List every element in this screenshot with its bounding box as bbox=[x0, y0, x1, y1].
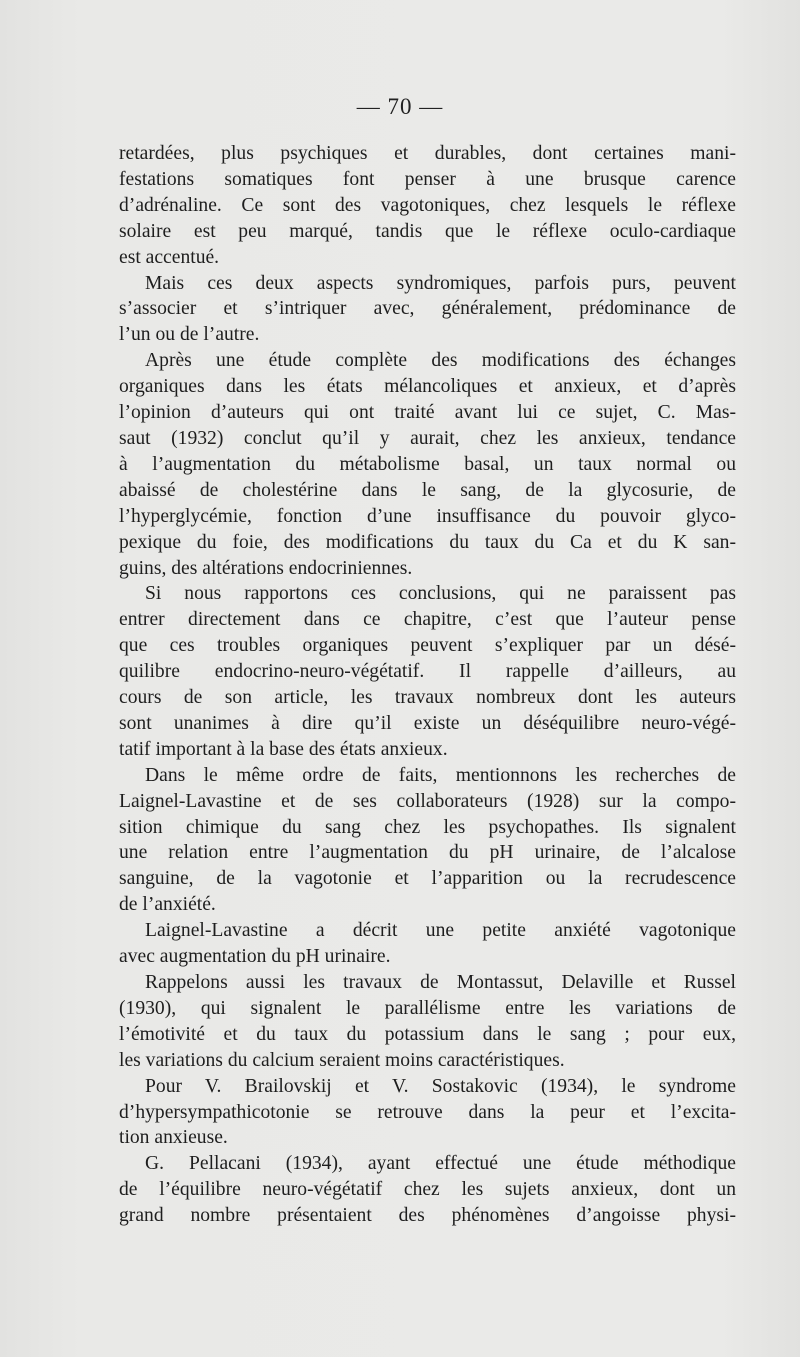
text-line: entrer directement dans ce chapitre, c’est que l’auteur pense bbox=[119, 609, 736, 631]
text-line: avec augmentation du pH urinaire. bbox=[119, 946, 391, 968]
text-line: organiques dans les états mélancoliques et anxieux, et d’après bbox=[119, 376, 736, 398]
paragraph bbox=[119, 918, 736, 970]
text-line: une relation entre l’augmentation du pH urinaire, de l’alcalose bbox=[119, 842, 736, 864]
text-line: abaissé de cholestérine dans le sang, de la glycosurie, de bbox=[119, 479, 736, 501]
text-line: sanguine, de la vagotonie et l’apparition ou la recrudescence bbox=[119, 868, 736, 890]
text-line: festations somatiques font penser à une brusque carence bbox=[119, 168, 736, 190]
paragraph bbox=[119, 1151, 736, 1229]
text-line: quilibre endocrino-neuro-végétatif. Il rappelle d’ailleurs, au bbox=[119, 661, 736, 683]
text-line: l’opinion d’auteurs qui ont traité avant lui ce sujet, C. Mas- bbox=[119, 402, 736, 424]
text-line: Mais ces deux aspects syndromiques, parfois purs, peuvent bbox=[145, 272, 736, 294]
paragraph bbox=[119, 1074, 736, 1152]
text-line: retardées, plus psychiques et durables, dont certaines mani- bbox=[119, 143, 736, 164]
text-line: Après une étude complète des modifications des échanges bbox=[145, 350, 736, 372]
text-line: de l’anxiété. bbox=[119, 894, 216, 916]
paragraph bbox=[119, 271, 736, 349]
text-line: s’associer et s’intriquer avec, généralement, prédominance de bbox=[119, 298, 736, 320]
text-line: Pour V. Brailovskij et V. Sostakovic (1934), le syndrome bbox=[145, 1075, 736, 1097]
text-line: d’hypersympathicotonie se retrouve dans la peur et l’excita- bbox=[119, 1101, 736, 1123]
text-line: Laignel-Lavastine a décrit une petite anxiété vagotonique bbox=[145, 920, 736, 942]
text-line: pexique du foie, des modifications du taux du Ca et du K san- bbox=[119, 531, 736, 553]
text-line: sition chimique du sang chez les psychopathes. Ils signalent bbox=[119, 816, 736, 838]
text-line: solaire est peu marqué, tandis que le réflexe oculo-cardiaque bbox=[119, 220, 736, 242]
text-line: les variations du calcium seraient moins caractéristiques. bbox=[119, 1049, 565, 1071]
text-line: tatif important à la base des états anxieux. bbox=[119, 738, 448, 760]
text-line: saut (1932) conclut qu’il y aurait, chez les anxieux, tendance bbox=[119, 427, 736, 449]
text-line: cours de son article, les travaux nombreux dont les auteurs bbox=[119, 687, 736, 709]
text-line: l’hyperglycémie, fonction d’une insuffisance du pouvoir glyco- bbox=[119, 505, 736, 527]
text-line: G. Pellacani (1934), ayant effectué une étude méthodique bbox=[145, 1153, 736, 1175]
text-line: Si nous rapportons ces conclusions, qui ne paraissent pas bbox=[145, 583, 736, 605]
page-number: — 70 — bbox=[356, 94, 444, 119]
paragraph bbox=[119, 763, 736, 918]
text-line: guins, des altérations endocriniennes. bbox=[119, 557, 413, 579]
text-line: d’adrénaline. Ce sont des vagotoniques, chez lesquels le réflexe bbox=[119, 194, 736, 216]
body-text bbox=[119, 141, 736, 1229]
paragraph bbox=[119, 348, 736, 581]
text-line: grand nombre présentaient des phénomènes d’angoisse physi- bbox=[119, 1205, 736, 1227]
paragraph bbox=[119, 581, 736, 762]
text-line: que ces troubles organiques peuvent s’expliquer par un désé- bbox=[119, 635, 736, 657]
paragraph bbox=[119, 141, 736, 271]
paragraph bbox=[119, 970, 736, 1074]
text-line: tion anxieuse. bbox=[119, 1127, 228, 1149]
text-line: l’émotivité et du taux du potassium dans le sang ; pour eux, bbox=[119, 1023, 736, 1045]
text-line: Dans le même ordre de faits, mentionnons les recherches de bbox=[145, 764, 736, 786]
text-line: (1930), qui signalent le parallélisme entre les variations de bbox=[119, 997, 736, 1019]
text-line: est accentué. bbox=[119, 246, 220, 268]
text-line: Rappelons aussi les travaux de Montassut, Delaville et Russel bbox=[145, 972, 736, 993]
text-line: Laignel-Lavastine et de ses collaborateurs (1928) sur la compo- bbox=[119, 790, 736, 812]
text-line: sont unanimes à dire qu’il existe un déséquilibre neuro-végé- bbox=[119, 712, 736, 734]
text-line: de l’équilibre neuro-végétatif chez les sujets anxieux, dont un bbox=[119, 1179, 736, 1201]
text-line: à l’augmentation du métabolisme basal, un taux normal ou bbox=[119, 453, 736, 475]
text-line: l’un ou de l’autre. bbox=[119, 324, 260, 346]
